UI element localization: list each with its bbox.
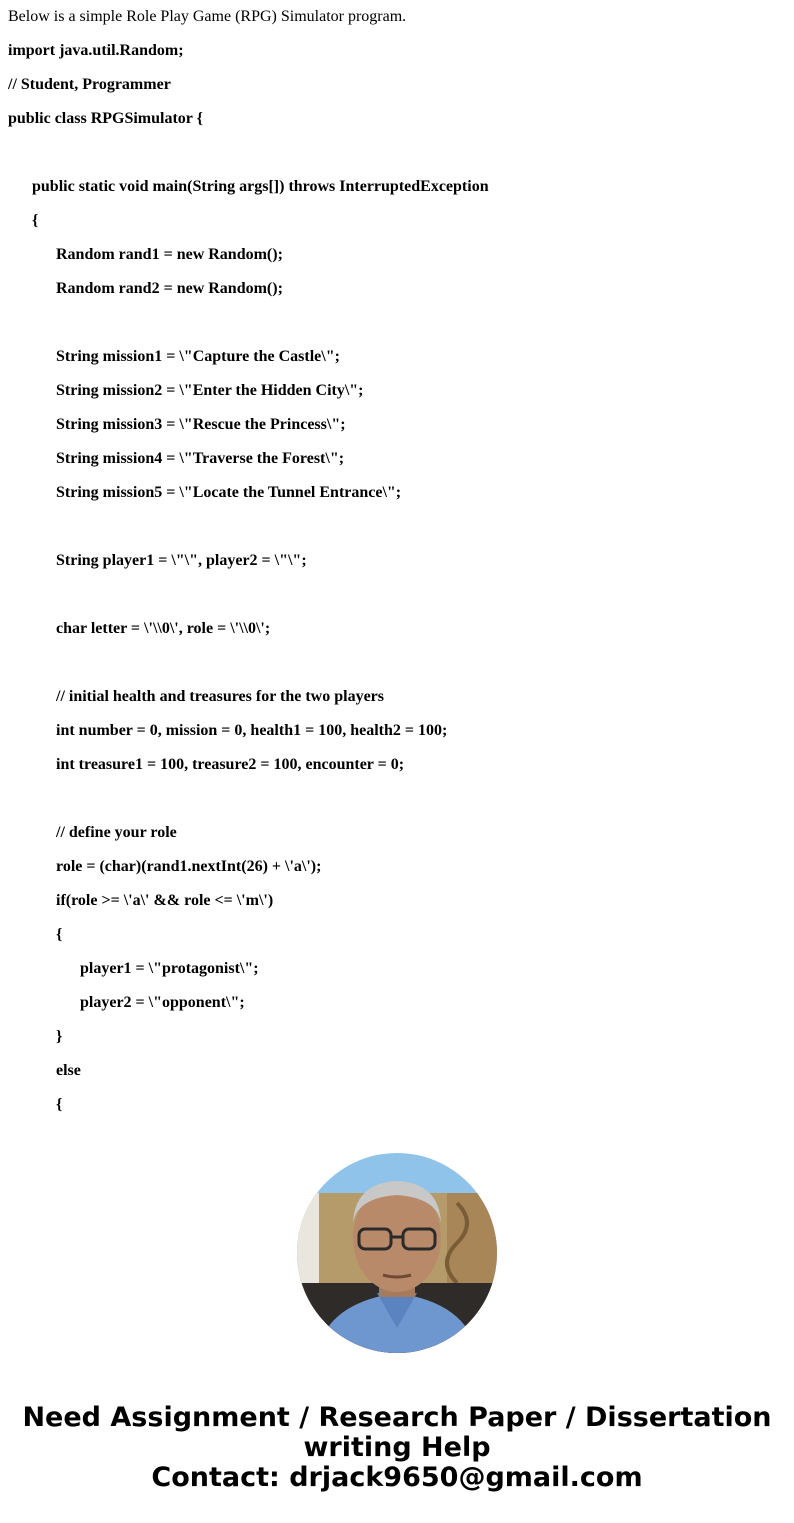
code-line: String mission5 = \"Locate the Tunnel Entrance\"; [56, 484, 402, 501]
code-line: // Student, Programmer [8, 76, 171, 93]
code-line: String mission2 = \"Enter the Hidden City\"; [56, 382, 364, 399]
code-line: { [32, 212, 39, 229]
code-line: } [56, 1028, 63, 1045]
intro-text: Below is a simple Role Play Game (RPG) Simulator program. [8, 8, 407, 25]
code-line: player1 = \"protagonist\"; [80, 960, 259, 977]
code-line: role = (char)(rand1.nextInt(26) + \'a\'); [56, 858, 322, 875]
blank-line [8, 142, 788, 176]
code-line: String mission3 = \"Rescue the Princess\"; [56, 416, 346, 433]
code-line: // initial health and treasures for the two players [56, 688, 384, 705]
code-line: else [56, 1062, 81, 1079]
blank-line [8, 584, 788, 618]
document-body [8, 6, 788, 1128]
code-line: Random rand1 = new Random(); [56, 246, 283, 263]
promo-line-1: Need Assignment / Research Paper / Dissertation [22, 1402, 772, 1433]
code-line: String mission1 = \"Capture the Castle\"; [56, 348, 340, 365]
code-line: int number = 0, mission = 0, health1 = 100, health2 = 100; [56, 722, 448, 739]
author-avatar [297, 1153, 497, 1353]
promo-banner [0, 1403, 794, 1493]
code-line: String mission4 = \"Traverse the Forest\"; [56, 450, 345, 467]
code-line: import java.util.Random; [8, 42, 184, 59]
code-line: char letter = \'\\0\', role = \'\\0\'; [56, 620, 271, 637]
promo-contact: Contact: drjack9650@gmail.com [151, 1462, 643, 1493]
code-block [8, 40, 788, 1128]
code-line: { [56, 926, 63, 943]
code-line: public class RPGSimulator { [8, 110, 203, 127]
blank-line [8, 788, 788, 822]
code-line: if(role >= \'a\' && role <= \'m\') [56, 892, 274, 909]
code-line: int treasure1 = 100, treasure2 = 100, encounter = 0; [56, 756, 405, 773]
code-line: String player1 = \"\", player2 = \"\"; [56, 552, 307, 569]
blank-line [8, 312, 788, 346]
code-line: public static void main(String args[]) throws InterruptedException [32, 178, 489, 195]
code-line: // define your role [56, 824, 177, 841]
code-line: Random rand2 = new Random(); [56, 280, 283, 297]
blank-line [8, 516, 788, 550]
code-line: player2 = \"opponent\"; [80, 994, 245, 1011]
code-line: { [56, 1096, 63, 1113]
blank-line [8, 652, 788, 686]
author-portrait-image [297, 1153, 497, 1353]
promo-line-2: writing Help [303, 1432, 491, 1463]
